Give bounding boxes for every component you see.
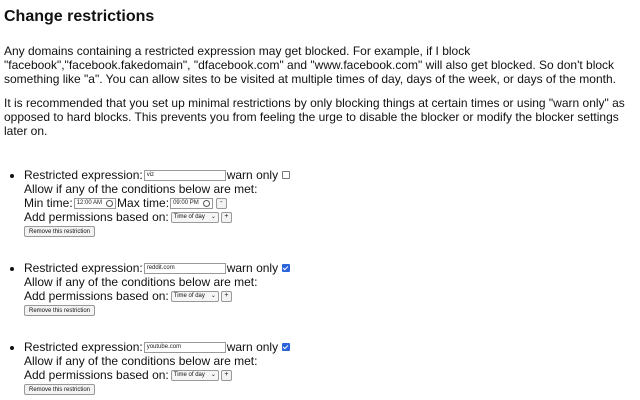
warn-only-label: warn only [226, 261, 279, 275]
remove-condition-button[interactable]: - [216, 198, 227, 209]
max-time-input[interactable] [170, 198, 213, 209]
warn-only-label: warn only [226, 168, 279, 182]
page-title: Change restrictions [4, 8, 155, 25]
permission-type-select[interactable] [171, 291, 219, 302]
restricted-expression-input[interactable]: viz [144, 170, 226, 181]
warn-only-checkbox[interactable] [282, 171, 290, 179]
clock-icon [106, 200, 113, 207]
add-permissions-label: Add permissions based on: [24, 210, 169, 224]
chevron-down-icon: ⌄ [210, 372, 216, 378]
allow-if-label: Allow if any of the conditions below are met: [24, 354, 258, 368]
remove-restriction-button[interactable]: Remove this restriction [24, 384, 95, 395]
warn-only-checkbox[interactable] [282, 343, 290, 351]
add-permission-button[interactable]: + [221, 370, 232, 381]
restriction-list [4, 168, 636, 395]
restricted-expression-input[interactable]: youtube.com [144, 342, 226, 353]
permission-type-select[interactable] [171, 212, 219, 223]
permission-type-value: Time of day [173, 293, 205, 299]
min-time-label: Min time: [24, 196, 73, 210]
allow-if-label: Allow if any of the conditions below are met: [24, 275, 258, 289]
remove-restriction-button[interactable]: Remove this restriction [24, 226, 95, 237]
permission-type-value: Time of day [173, 372, 205, 378]
permission-type-select[interactable] [171, 370, 219, 381]
min-time-input[interactable] [74, 198, 116, 209]
restricted-expression-label: • Restricted expression: [24, 168, 143, 182]
restricted-expression-label: • Restricted expression: [24, 340, 143, 354]
restriction-item [24, 261, 636, 316]
warn-only-label: warn only [226, 340, 279, 354]
intro-paragraph-1: Any domains containing a restricted expression may get blocked. For example, if I block "facebook","facebook.fakedomain", "dfacebook.com" and "www.facebook.com" will also get blocked. So don't block something like "a". You can allow sites to be visited at multiple times of day, days of the week, or days of the month. [4, 44, 616, 86]
restriction-item [24, 168, 636, 237]
max-time-value: 09:00 PM [173, 200, 199, 206]
allow-if-label: Allow if any of the conditions below are met: [24, 182, 258, 196]
restricted-expression-label: • Restricted expression: [24, 261, 143, 275]
restricted-expression-input[interactable]: reddit.com [144, 263, 226, 274]
max-time-label: Max time: [117, 196, 170, 210]
warn-only-checkbox[interactable] [282, 264, 290, 272]
clock-icon [203, 200, 210, 207]
add-permission-button[interactable]: + [221, 291, 232, 302]
chevron-down-icon: ⌄ [210, 293, 216, 299]
restriction-item [24, 340, 636, 395]
permission-type-value: Time of day [173, 214, 205, 220]
chevron-down-icon: ⌄ [210, 214, 216, 220]
remove-restriction-button[interactable]: Remove this restriction [24, 305, 95, 316]
min-time-value: 12:00 AM [76, 200, 103, 206]
intro-paragraph-2: It is recommended that you set up minimal restrictions by only blocking things at certain times or using "warn only" as opposed to hard blocks. This prevents you from feeling the urge to disable the blocker or modify the blocker settings later on. [4, 96, 625, 138]
add-permissions-label: Add permissions based on: [24, 368, 169, 382]
add-permission-button[interactable]: + [221, 212, 232, 223]
add-permissions-label: Add permissions based on: [24, 289, 169, 303]
